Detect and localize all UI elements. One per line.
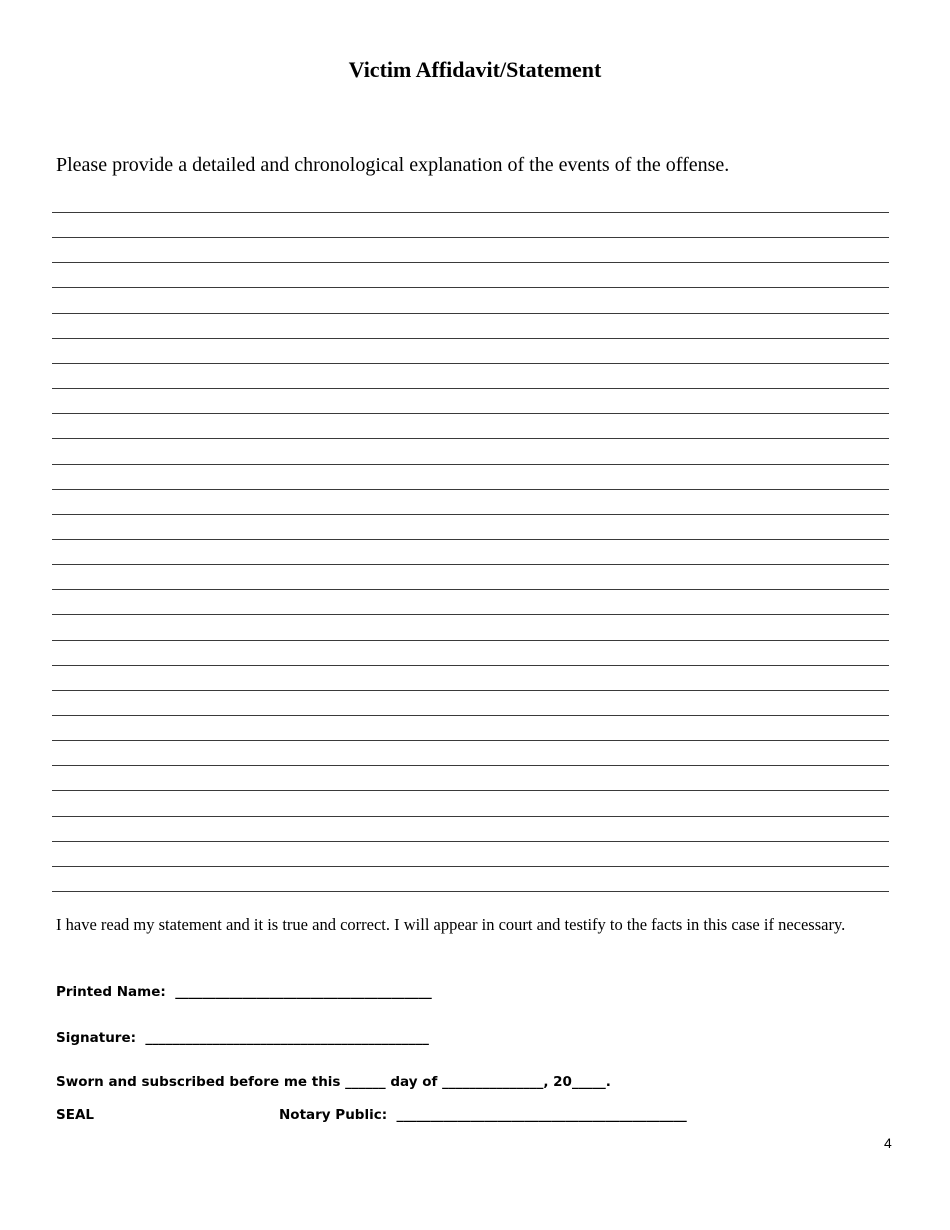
writing-line[interactable] xyxy=(52,589,889,590)
signature-field[interactable]: Signature: __________________________________________ xyxy=(56,1030,429,1046)
attestation-text: I have read my statement and it is true and correct. I will appear in court and testify to the facts in this case if necessary. xyxy=(56,915,846,934)
writing-line[interactable] xyxy=(52,539,889,540)
writing-line[interactable] xyxy=(52,287,889,288)
statement-prompt: Please provide a detailed and chronological explanation of the events of the offense. xyxy=(56,154,730,176)
writing-line[interactable] xyxy=(52,489,889,490)
writing-line[interactable] xyxy=(52,413,889,414)
printed-name-field[interactable]: Printed Name: ______________________________________ xyxy=(56,984,432,1000)
writing-line[interactable] xyxy=(52,212,889,213)
writing-line[interactable] xyxy=(52,665,889,666)
writing-line[interactable] xyxy=(52,564,889,565)
writing-line[interactable] xyxy=(52,765,889,766)
writing-line[interactable] xyxy=(52,866,889,867)
writing-line[interactable] xyxy=(52,514,889,515)
writing-line[interactable] xyxy=(52,464,889,465)
writing-line[interactable] xyxy=(52,715,889,716)
document-title: Victim Affidavit/Statement xyxy=(348,57,602,82)
page-number: 4 xyxy=(884,1135,892,1151)
writing-line[interactable] xyxy=(52,816,889,817)
writing-line[interactable] xyxy=(52,740,889,741)
writing-line[interactable] xyxy=(52,438,889,439)
writing-line[interactable] xyxy=(52,841,889,842)
writing-line[interactable] xyxy=(52,690,889,691)
writing-line[interactable] xyxy=(52,614,889,615)
notary-public-field[interactable]: Notary Public: ___________________________________________ xyxy=(279,1107,687,1123)
writing-line[interactable] xyxy=(52,640,889,641)
writing-line[interactable] xyxy=(52,790,889,791)
writing-line[interactable] xyxy=(52,363,889,364)
sworn-subscribed-field[interactable]: Sworn and subscribed before me this ______ day of _______________, 20_____. xyxy=(56,1074,611,1090)
writing-line[interactable] xyxy=(52,338,889,339)
writing-line[interactable] xyxy=(52,237,889,238)
seal-label: SEAL xyxy=(56,1107,94,1123)
writing-line[interactable] xyxy=(52,891,889,892)
writing-line[interactable] xyxy=(52,262,889,263)
writing-line[interactable] xyxy=(52,313,889,314)
writing-line[interactable] xyxy=(52,388,889,389)
